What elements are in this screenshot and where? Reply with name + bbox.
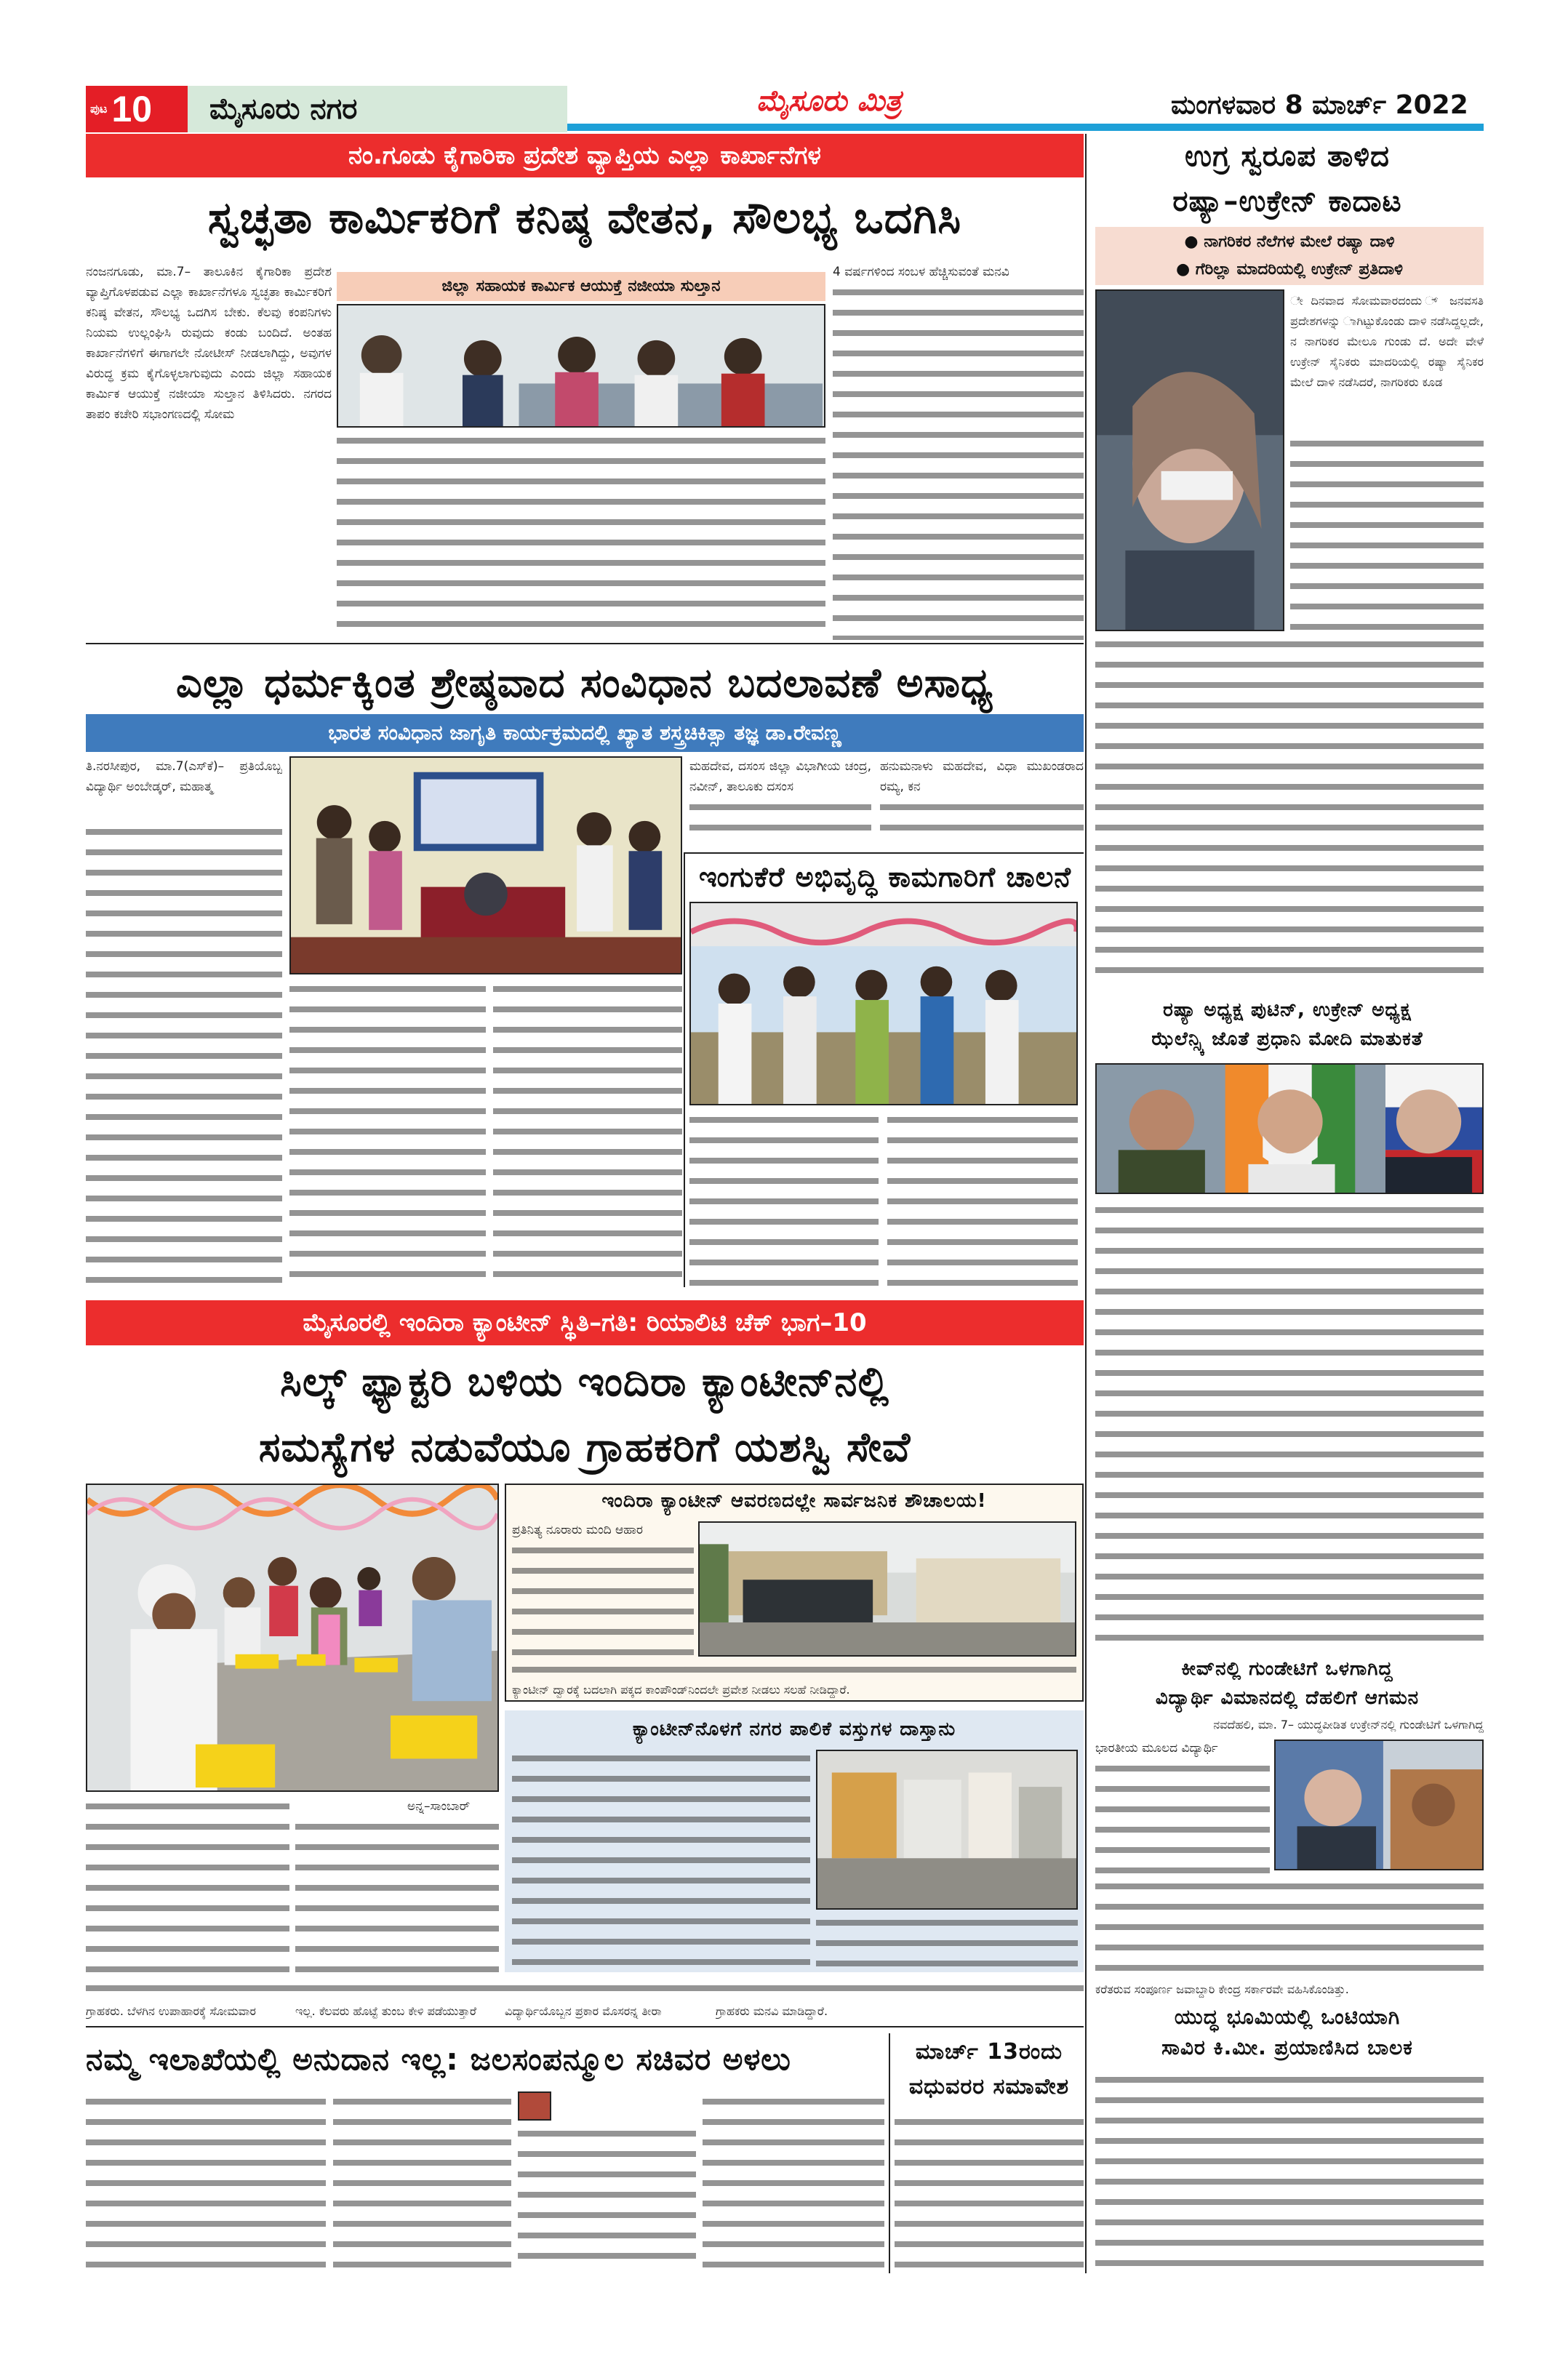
right-story3-body-start: ಭಾರತೀಯ ಮೂಲದ ವಿದ್ಯಾರ್ಥಿ (1095, 1741, 1218, 1756)
story2-headline: ಎಲ್ಲಾ ಧರ್ಮಕ್ಕಿಂತ ಶ್ರೇಷ್ಠವಾದ ಸಂವಿಧಾನ ಬದಲಾವಣೆ ಅಸಾಧ್ಯ (176, 660, 993, 707)
story4-body-col2 (295, 1817, 499, 1978)
story4-kicker: ಮೈಸೂರಲ್ಲಿ ಇಂದಿರಾ ಕ್ಯಾಂಟೀನ್ ಸ್ಥಿತಿ–ಗತಿ: ರಿಯಾಲಿಟಿ ಚೆಕ್ ಭಾಗ–10 (86, 1300, 1084, 1345)
story2-subhead: ಭಾರತ ಸಂವಿಧಾನ ಜಾಗೃತಿ ಕಾರ್ಯಕ್ರಮದಲ್ಲಿ ಖ್ಯಾತ ಶಸ್ತ್ರಚಿಕಿತ್ಸಾ ತಜ್ಞ ಡಾ.ರೇವಣ್ಣ (86, 714, 1084, 752)
right-story1-bullet2 (1095, 256, 1484, 284)
story4-body-end-3: ವಿದ್ಯಾರ್ಥಿಯೊಬ್ಬನ ಪ್ರಕಾರ ಮೊಸರನ್ನ ತೀರಾ (505, 2004, 662, 2018)
story2-body-right-continued (880, 797, 1084, 845)
page-label: ಪುಟ (90, 102, 108, 116)
story2-body-right: ಹನುಮನಾಳು ಮಹದೇವ, ವಿಧಾ ಮುಖಂಡರಾದ ರಮ್ಯ, ಕನ (880, 759, 1084, 794)
story5-body-col2 (333, 2091, 511, 2273)
story6-headline-line2: ವಧುವರರ ಸಮಾವೇಶ (908, 2074, 1070, 2099)
story4-body-end-1: ಗ್ರಾಹಕರು. ಬೆಳಗಿನ ಉಪಾಹಾರಕ್ಕೆ ಸೋಮವಾರ (86, 2004, 256, 2018)
story4-divider (86, 2026, 1084, 2027)
right-story1-bullet2-text: ಗೆರಿಲ್ಲಾ ಮಾದರಿಯಲ್ಲಿ ಉಕ್ರೇನ್ ಪ್ರತಿದಾಳಿ (1195, 260, 1404, 279)
story1-photo (337, 304, 825, 428)
story4-box1-title: ಇಂದಿರಾ ಕ್ಯಾಂಟೀನ್ ಆವರಣದಲ್ಲೇ ಸಾರ್ವಜನಿಕ ಶೌಚಾಲಯ! (601, 1490, 987, 1512)
right-story1-bullet1 (1095, 228, 1484, 256)
story6-body (895, 2112, 1084, 2273)
story2-body-col2 (289, 979, 486, 1287)
page-number-badge (86, 86, 188, 132)
story5-body-col4 (703, 2091, 884, 2273)
story4-body-lower-left (86, 1978, 1084, 1998)
right-column-divider (1085, 134, 1087, 2273)
right-story2-leaders-photo (1095, 1063, 1484, 1194)
story1-divider (86, 643, 1084, 644)
right-story3-body (1095, 1876, 1484, 1978)
story4-storage-photo (816, 1750, 1078, 1910)
story3-body-col2 (887, 1110, 1078, 1287)
story4-body-col1 (86, 1796, 289, 1978)
story4-box1-body-bottom (512, 1660, 1076, 1680)
page-number: 10 (111, 89, 153, 129)
story2-body-mid: ಮಹದೇವ, ದಸಂಸ ಜಿಲ್ಲಾ ವಿಭಾಗೀಯ ಚಂದ್ರ, ನವೀನ್, ತಾಲೂಕು ದಸಂಸ (689, 759, 871, 794)
right-story4-headline-line1: ಯುದ್ಧ ಭೂಮಿಯಲ್ಲಿ ಒಂಟಿಯಾಗಿ (1174, 2005, 1401, 2029)
story1-body-mid (337, 431, 825, 640)
section-name: ಮೈಸೂರು ನಗರ (188, 86, 567, 132)
story5-minister-photo (518, 2091, 551, 2121)
story4-headline-line2: ಸಮಸ್ಯೆಗಳ ನಡುವೆಯೂ ಗ್ರಾಹಕರಿಗೆ ಯಶಸ್ವಿ ಸೇವೆ (258, 1424, 911, 1471)
story2-body-lead: ತಿ.ನರಸೀಪುರ, ಮಾ.7(ಎಸ್‌ಕೆ)– ಪ್ರತಿಯೊಬ್ಬ ವಿದ್ಯಾರ್ಥಿ ಅಂಬೇಡ್ಕರ್, ಮಹಾತ್ಮ (86, 759, 282, 794)
right-story3-lead: ನವದೆಹಲಿ, ಮಾ. 7– ಯುದ್ಧಪೀಡಿತ ಉಕ್ರೇನ್‌ನಲ್ಲಿ ಗುಂಡೇಟಿಗೆ ಒಳಗಾಗಿದ್ದ (1213, 1718, 1484, 1732)
newspaper-logo: ಮೈಸೂರು ಮಿತ್ರ (756, 84, 902, 118)
story4-box2-body-bottom (816, 1913, 1078, 1966)
story5-divider (889, 2033, 890, 2273)
right-story3-end: ಕರೆತರುವ ಸಂಪೂರ್ಣ ಜವಾಬ್ದಾರಿ ಕೇಂದ್ರ ಸರ್ಕಾರವೇ ವಹಿಸಿಕೊಂಡಿತ್ತು. (1095, 1982, 1349, 1996)
story4-box1-lead: ಪ್ರತಿನಿತ್ಯ ನೂರಾರು ಮಂದಿ ಆಹಾರ (512, 1523, 644, 1537)
story4-body-end-2: ಇಲ್ಲ. ಕೆಲವರು ಹೊಟ್ಟೆ ತುಂಬ ಕೇಳಿ ಪಡೆಯುತ್ತಾರೆ (295, 2004, 476, 2018)
right-story3-headline-line1: ಕೀವ್‌ನಲ್ಲಿ ಗುಂಡೇಟಿಗೆ ಒಳಗಾಗಿದ್ದ (1181, 1658, 1393, 1680)
story3-body-col1 (689, 1110, 879, 1287)
story2-body-col3 (493, 979, 682, 1287)
right-story1-body (1095, 634, 1484, 974)
story5-body-col3 (518, 2123, 696, 2273)
right-story2-headline-line2: ಝೆಲೆನ್ಸ್ಕಿ ಜೊತೆ ಪ್ರಧಾನಿ ಮೋದಿ ಮಾತುಕತೆ (1151, 1028, 1423, 1050)
story4-box2-body (512, 1748, 810, 1966)
right-story1-body-lead: ೇ ದಿನವಾದ ಸೋಮವಾರದಂದು ್ ಜನವಸತಿ ಪ್ರದೇಶಗಳನ್ನು ಾಗಿಟ್ಟುಕೊಂಡು ದಾಳಿ ನಡೆಸಿದ್ದಲ್ಲದೇ, ನ ನಾಗರಿಕರ ಮೇಲೂ ಗುಂಡು ದೆ. ಅದೇ ವೇಳೆ ಉಕ್ರೇನ್ ಸೈನಿಕರು ಮಾದರಿಯಲ್ಲಿ ರಷ್ಯಾ ಸೈನಿಕರ ಮೇಲೆ ದಾಳಿ ನಡೆಸಿದರೆ, ನಾಗರಿಕರು ಕೂಡ (1290, 294, 1484, 389)
right-story2-headline-line1: ರಷ್ಯಾ ಅಧ್ಯಕ್ಷ ಪುಟಿನ್, ಉಕ್ರೇನ್ ಅಧ್ಯಕ್ಷ (1163, 999, 1412, 1021)
story4-body-end-4: ಗ್ರಾಹಕರು ಮನವಿ ಮಾಡಿದ್ದಾರೆ. (716, 2004, 828, 2018)
right-story3-body-beside (1095, 1758, 1270, 1875)
story1-body-lead: ನಂಜನಗೂಡು, ಮಾ.7– ತಾಲೂಕಿನ ಕೈಗಾರಿಕಾ ಪ್ರದೇಶ ವ್ಯಾಪ್ತಿಗೊಳಪಡುವ ಎಲ್ಲಾ ಕಾರ್ಖಾನೆಗಳೂ ಸ್ವಚ್ಛತಾ ಕಾರ್ಮಿಕರಿಗೆ ಕನಿಷ್ಠ ವೇತನ, ಸೌಲಭ್ಯ ಒದಗಿಸ ಬೇಕು. ಕೆಲವು ಕಂಪನಿಗಳು ನಿಯಮ ಉಲ್ಲಂಘಿಸಿ ರುವುದು ಕಂಡು ಬಂದಿದೆ. ಅಂತಹ ಕಾರ್ಖಾನೆಗಳಿಗೆ ಈಗಾಗಲೇ ನೋಟೀಸ್ ನೀಡಲಾಗಿದ್ದು, ಅವುಗಳ ವಿರುದ್ಧ ಕ್ರಮ ಕೈಗೊಳ್ಳಲಾಗುವುದು ಎಂದು ಜಿಲ್ಲಾ ಸಹಾಯಕ ಕಾರ್ಮಿಕ ಆಯುಕ್ತೆ ನಜೀಯಾ ಸುಲ್ತಾನ ತಿಳಿಸಿದರು. ನಗರದ ತಾಪಂ ಕಚೇರಿ ಸಭಾಂಗಣದಲ್ಲಿ ಸೋಮ (86, 265, 332, 422)
story1-kicker: ನಂ.ಗೂಡು ಕೈಗಾರಿಕಾ ಪ್ರದೇಶ ವ್ಯಾಪ್ತಿಯ ಎಲ್ಲಾ ಕಾರ್ಖಾನೆಗಳ (86, 134, 1084, 177)
right-story1-headline-line1: ಉಗ್ರ ಸ್ವರೂಪ ತಾಳಿದ (1185, 140, 1390, 173)
story2-photo (289, 756, 682, 974)
story1-headline: ಸ್ವಚ್ಛತಾ ಕಾರ್ಮಿಕರಿಗೆ ಕನಿಷ್ಠ ವೇತನ, ಸೌಲಭ್ಯ ಒದಗಿಸಿ (207, 193, 962, 244)
masthead-rule (567, 124, 1484, 131)
right-story2-body (1095, 1200, 1484, 1651)
story4-toilet-photo (698, 1521, 1076, 1657)
right-story3-student-photo (1274, 1740, 1484, 1870)
right-story4-body (1095, 2070, 1484, 2273)
story1-photo-caption: ಜಿಲ್ಲಾ ಸಹಾಯಕ ಕಾರ್ಮಿಕ ಆಯುಕ್ತೆ ನಜೀಯಾ ಸುಲ್ತಾನ (337, 272, 825, 301)
story4-box2-title: ಕ್ಯಾಂಟೀನ್‌ನೊಳಗೆ ನಗರ ಪಾಲಿಕೆ ವಸ್ತುಗಳ ದಾಸ್ತಾನು (632, 1718, 956, 1740)
right-story1-bullet1-text: ನಾಗರಿಕರ ನೆಲೆಗಳ ಮೇಲೆ ರಷ್ಯಾ ದಾಳಿ (1204, 233, 1395, 251)
bullet-icon: ● (1184, 233, 1199, 251)
publication-date: ಮಂಗಳವಾರ 8 ಮಾರ್ಚ್ 2022 (1171, 90, 1468, 120)
story3-headline: ಇಂಗುಕೆರೆ ಅಭಿವೃದ್ಧಿ ಕಾಮಗಾರಿಗೆ ಚಾಲನೆ (699, 861, 1071, 893)
story1-body-right-lead: 4 ವರ್ಷಗಳಿಂದ ಸಂಬಳ ಹೆಚ್ಚಿಸುವಂತೆ ಮನವಿ (833, 265, 1009, 279)
right-story4-headline-line2: ಸಾವಿರ ಕಿ.ಮೀ. ಪ್ರಯಾಣಿಸಿದ ಬಾಲಕ (1161, 2035, 1413, 2059)
story2-body-col1 (86, 822, 282, 1287)
story4-canteen-photo (86, 1484, 499, 1792)
story1-body-right (833, 282, 1084, 640)
story4-body-item: ಅನ್ನ–ಸಾಂಬಾರ್ (407, 1799, 471, 1814)
story2-body-mid-continued (689, 797, 871, 845)
bullet-icon: ● (1175, 260, 1191, 279)
story4-box1-end: ಕ್ಯಾಂಟೀನ್ ದ್ವಾರಕ್ಕೆ ಬದಲಾಗಿ ಪಕ್ಕದ ಕಾಂಪೌಂಡ್‌ನಿಂದಲೇ ಪ್ರವೇಶ ನೀಡಲು ಸಲಹೆ ನೀಡಿದ್ದಾರೆ. (512, 1683, 850, 1697)
right-story1-body-beside (1290, 433, 1484, 631)
story4-box1-body (512, 1540, 694, 1657)
story6-headline-line1: ಮಾರ್ಚ್ 13ರಂದು (915, 2039, 1063, 2065)
story5-body-col1 (86, 2091, 326, 2273)
right-story1-war-photo (1095, 289, 1284, 631)
right-story3-headline-line2: ವಿದ್ಯಾರ್ಥಿ ವಿಮಾನದಲ್ಲಿ ದೆಹಲಿಗೆ ಆಗಮನ (1155, 1687, 1420, 1709)
right-story1-headline-line2: ರಷ್ಯಾ–ಉಕ್ರೇನ್ ಕಾದಾಟ (1172, 185, 1402, 218)
story4-headline-line1: ಸಿಲ್ಕ್ ಫ್ಯಾಕ್ಟರಿ ಬಳಿಯ ಇಂದಿರಾ ಕ್ಯಾಂಟೀನ್‌ನಲ್ಲಿ (280, 1358, 889, 1406)
story3-photo (689, 902, 1078, 1105)
story5-headline: ನಮ್ಮ ಇಲಾಖೆಯಲ್ಲಿ ಅನುದಾನ ಇಲ್ಲ: ಜಲಸಂಪನ್ಮೂಲ ಸಚಿವರ ಅಳಲು (86, 2041, 791, 2077)
